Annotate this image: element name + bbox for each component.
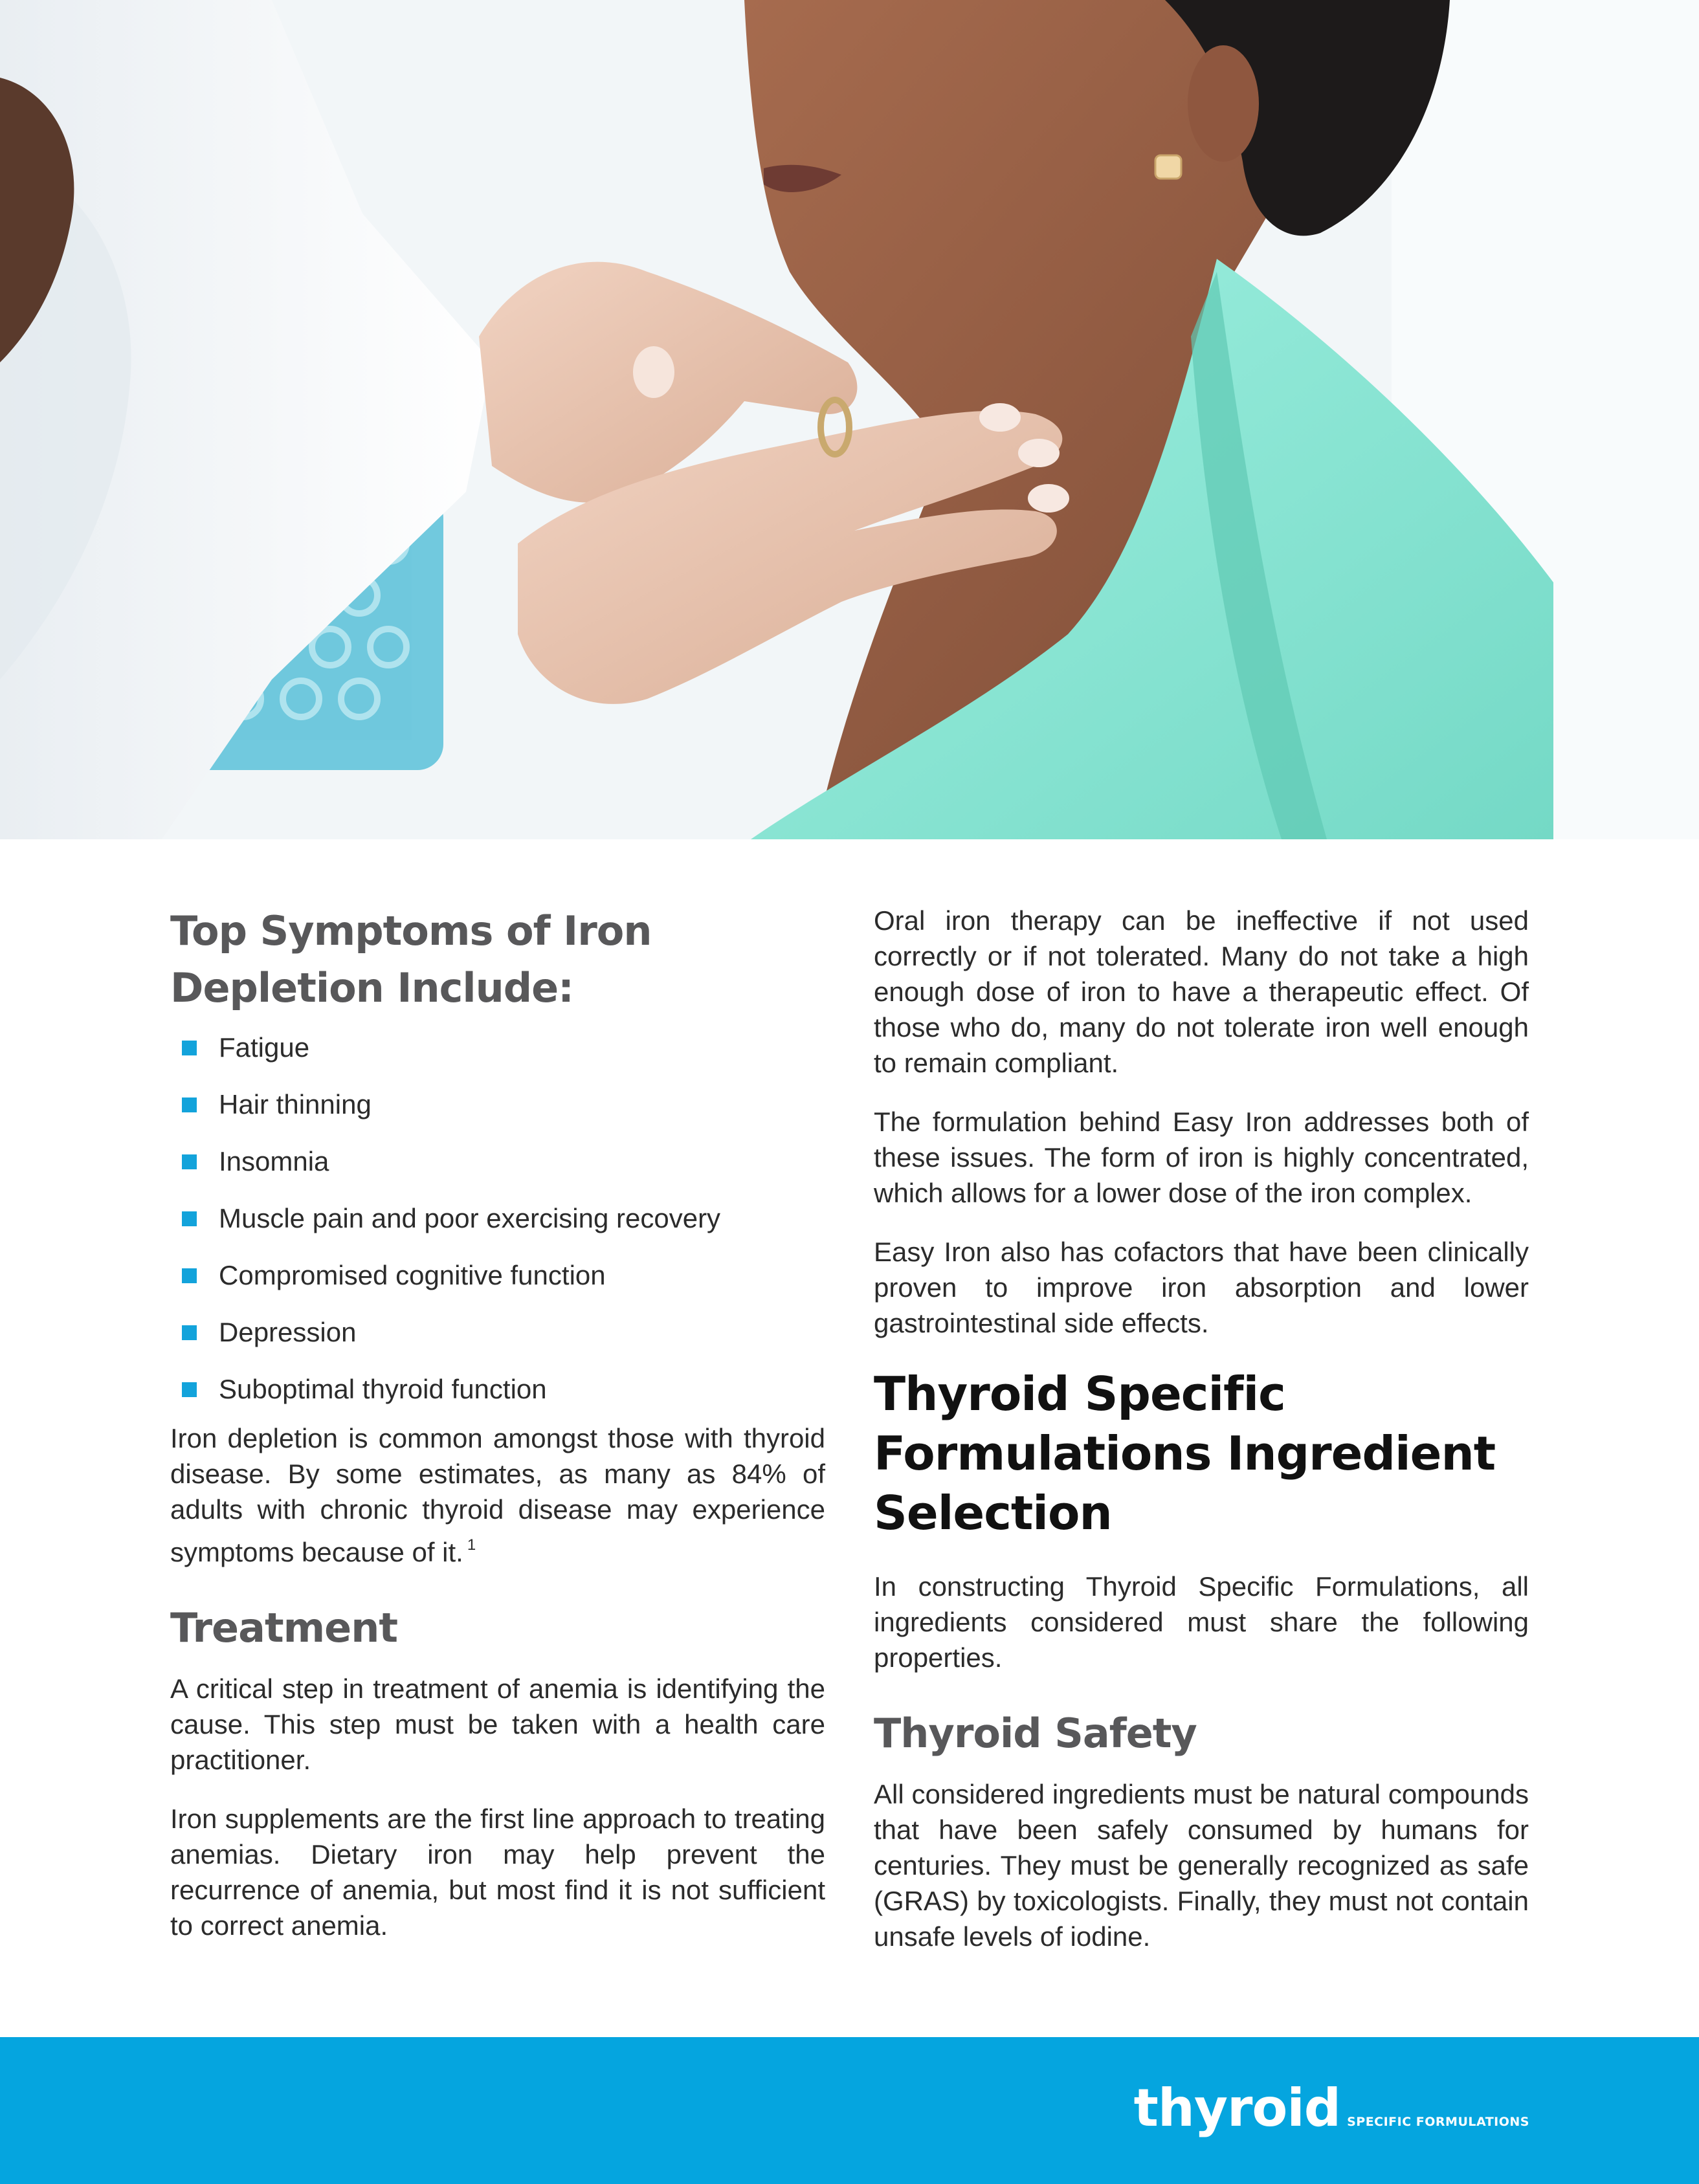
symptoms-heading: Top Symptoms of Iron Depletion Include:: [170, 907, 652, 1011]
cofactors-paragraph: Easy Iron also has cofactors that have been clinically proven to improve iron absorption and lower gastrointestinal side effects.: [874, 1237, 1529, 1338]
treatment-paragraph-2: Iron supplements are the first line approach to treating anemias. Dietary iron may help prevent the recurrence of anemia, but most find it is not sufficient to correct anemia.: [170, 1803, 825, 1941]
left-column: [170, 903, 825, 1943]
thyroid-safety-paragraph: All considered ingredients must be natural compounds that have been safely consumed by humans for centuries. They must be generally recognized as safe (GRAS) by toxicologists. Finally, they must not contain unsafe levels of iodine.: [874, 1779, 1529, 1952]
list-item: Fatigue: [170, 1030, 825, 1066]
formulation-paragraph: The formulation behind Easy Iron addresses both of these issues. The form of iron is highly concentrated, which allows for a lower dose of the iron complex.: [874, 1107, 1529, 1208]
list-item: Suboptimal thyroid function: [170, 1371, 825, 1407]
square-bullet-icon: [182, 1325, 197, 1340]
footer-bar: [0, 2037, 1699, 2184]
square-bullet-icon: [182, 1154, 197, 1169]
oral-iron-paragraph: Oral iron therapy can be ineffective if not used correctly or if not tolerated. Many do not take a high enough dose of iron to have a therapeutic effect. Of those who do, many do not tolerate iron well enough to remain compliant.: [874, 905, 1529, 1078]
list-item: Depression: [170, 1314, 825, 1351]
thyroid-safety-heading: Thyroid Safety: [874, 1710, 1197, 1757]
list-item: Hair thinning: [170, 1086, 825, 1123]
square-bullet-icon: [182, 1211, 197, 1226]
constructing-paragraph: In constructing Thyroid Specific Formulations, all ingredients considered must share the following properties.: [874, 1571, 1529, 1673]
square-bullet-icon: [182, 1382, 197, 1397]
list-item: Compromised cognitive function: [170, 1257, 825, 1294]
logo-tagline: SPECIFIC FORMULATIONS: [1347, 2115, 1529, 2129]
treatment-heading: Treatment: [170, 1604, 398, 1651]
iron-depletion-paragraph: Iron depletion is common amongst those with thyroid disease. By some estimates, as many as 84% of adults with chronic thyroid disease may experience symptoms because of it. $^1$: [170, 1423, 825, 1567]
right-column: [874, 903, 1529, 1954]
square-bullet-icon: [182, 1098, 197, 1112]
footnote-marker: 1: [467, 1536, 476, 1554]
list-item: Insomnia: [170, 1143, 825, 1180]
hero-photo: [0, 0, 1699, 839]
ingredient-selection-heading: Thyroid Specific Formulations Ingredient Selection: [874, 1367, 1496, 1540]
brand-logo: [1134, 2076, 1529, 2141]
logo-wordmark: thyroid: [1133, 2078, 1341, 2138]
square-bullet-icon: [182, 1041, 197, 1055]
square-bullet-icon: [182, 1268, 197, 1283]
treatment-paragraph-1: A critical step in treatment of anemia is identifying the cause. This step must be taken with a health care practitioner.: [170, 1673, 825, 1775]
list-item: Muscle pain and poor exercising recovery: [170, 1200, 825, 1237]
hero-illustration: [0, 0, 1699, 839]
symptoms-list: [170, 1030, 825, 1407]
